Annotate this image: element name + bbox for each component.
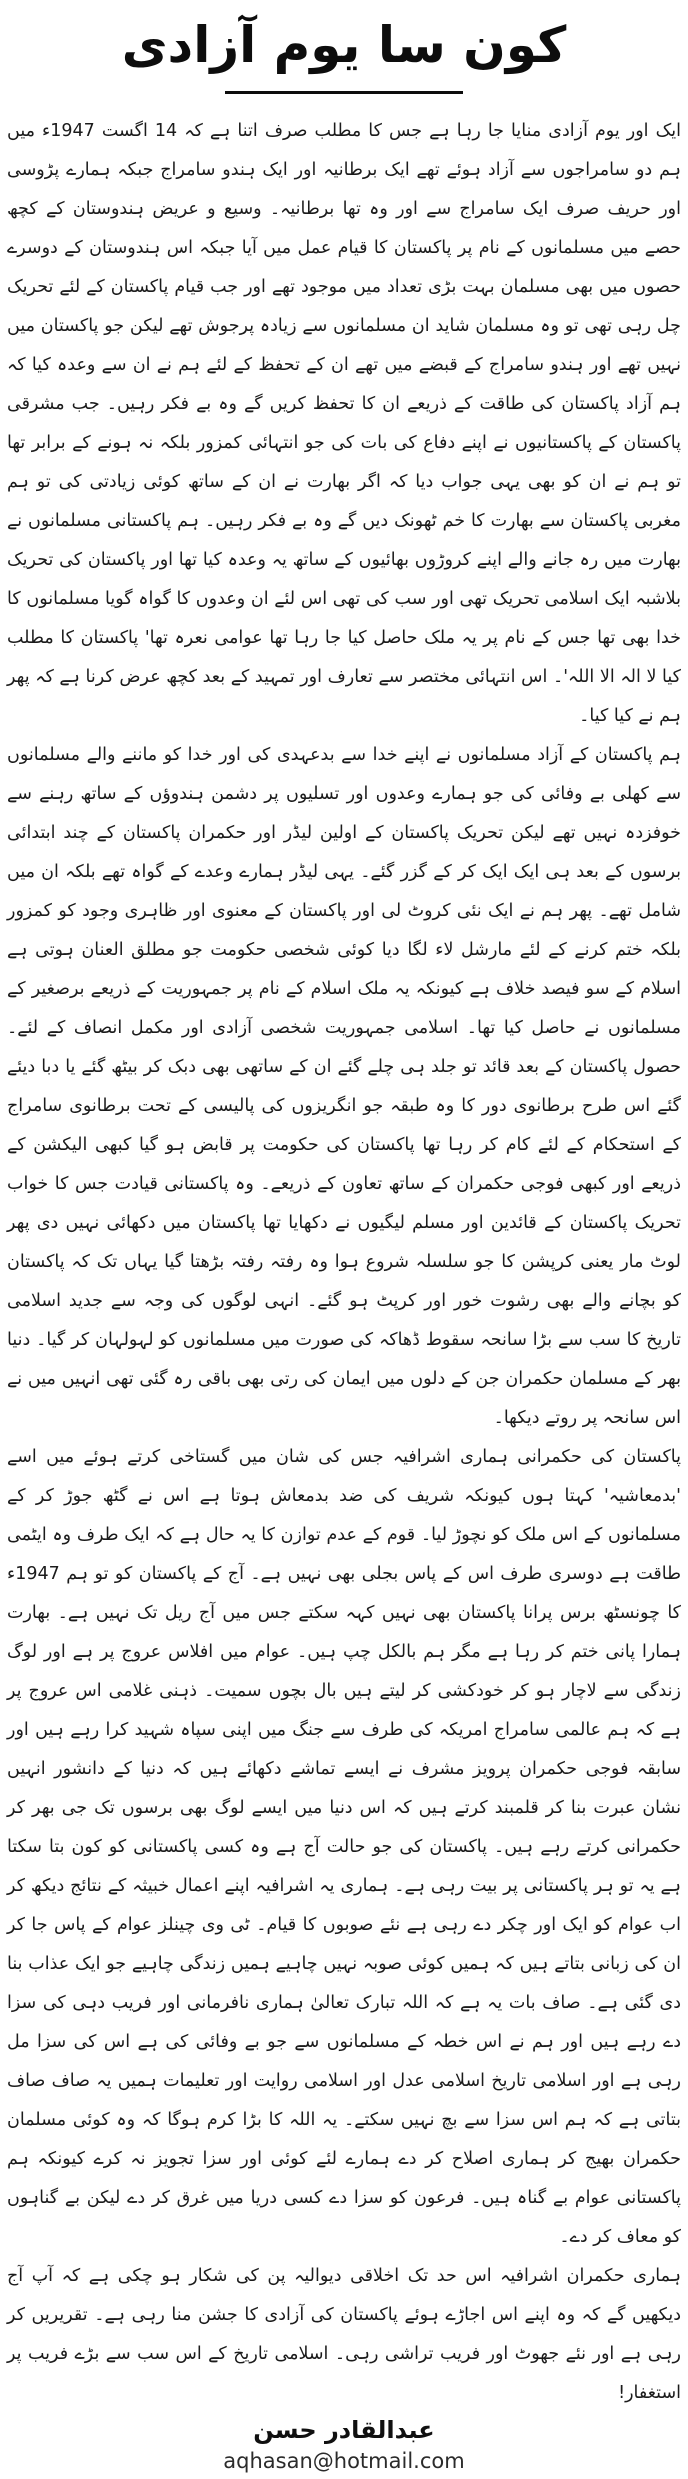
article-title: کون سا یوم آزادی	[121, 16, 567, 74]
title-divider	[225, 91, 463, 94]
article-header	[5, 6, 683, 94]
article-paragraph-4: ہماری حکمران اشرافیہ اس حد تک اخلاقی دیوالیہ پن کی شکار ہو چکی ہے کہ آپ آج دیکھیں گے کہ وہ اپنے اس اجاڑے ہوئے پاکستان کی آزادی کا جشن منا رہی ہے۔ تقریریں کر رہی ہے اور نئے جھوٹ اور فریب تراشی رہی۔ اسلامی تاریخ کے اس سب سے بڑے فریب پر استغفار!	[7, 2266, 681, 2403]
article-paragraph-1: ایک اور یوم آزادی منایا جا رہا ہے جس کا مطلب صرف اتنا ہے کہ 14 اگست 1947ء میں ہم دو سامراجوں سے آزاد ہوئے تھے ایک برطانیہ اور ایک ہندو سامراج جبکہ ہمارے پڑوسی اور حریف صرف ایک سامراج سے اور وہ تھا برطانیہ۔ وسیع و عریض ہندوستان کے کچھ حصے میں مسلمانوں کے نام پر پاکستان کا قیام عمل میں آیا جبکہ اس ہندوستان کے دوسرے حصوں میں بھی مسلمان بہت بڑی تعداد میں موجود تھے اور جب قیام پاکستان کے لئے تحریک چل رہی تھی تو وہ مسلمان شاید ان مسلمانوں سے زیادہ پرجوش تھے لیکن جو پاکستان میں نہیں تھے اور ہندو سامراج کے قبضے میں تھے ان کے تحفظ کے لئے ہم نے ان سے وعدہ کیا کہ ہم آزاد پاکستان کی طاقت کے ذریعے ان کا تحفظ کریں گے وہ بے فکر رہیں۔ جب مشرقی پاکستان کے پاکستانیوں نے اپنے دفاع کی بات کی جو انتہائی کمزور بلکہ نہ ہونے کے برابر تھا تو ہم نے ان کو بھی یہی جواب دیا کہ اگر بھارت نے ان کے ساتھ کوئی زیادتی کی تو ہم مغربی پاکستان سے بھارت کا خم ٹھونک دیں گے وہ بے فکر رہیں۔ ہم پاکستانی مسلمانوں نے بھارت میں رہ جانے والے اپنے کروڑوں بھائیوں کے ساتھ یہ وعدہ کیا تھا اور پاکستان کی تحریک بلاشبہ ایک اسلامی تحریک تھی اور سب کی تھی اس لئے ان وعدوں کا گواہ گویا مسلمانوں کا خدا بھی تھا جس کے نام پر یہ ملک حاصل کیا جا رہا تھا عوامی نعرہ تھا' پاکستان کا مطلب کیا لا الہ الا اللہ'۔ اس انتہائی مختصر سے تعارف اور تمہید کے بعد کچھ عرض کرنا ہے کہ پھر ہم نے کیا کیا۔	[7, 121, 681, 726]
article-body	[5, 104, 683, 2413]
author-email: aqhasan@hotmail.com	[223, 2449, 465, 2473]
article-paragraph-3: پاکستان کی حکمرانی ہماری اشرافیہ جس کی شان میں گستاخی کرتے ہوئے میں اسے 'بدمعاشیہ' کہتا ہوں کیونکہ شریف کی ضد بدمعاش ہوتا ہے اس نے گٹھ جوڑ کر کے مسلمانوں کے اس ملک کو نچوڑ لیا۔ قوم کے عدم توازن کا یہ حال ہے کہ ایک طرف وہ ایٹمی طاقت ہے دوسری طرف اس کے پاس بجلی بھی نہیں ہے۔ آج کے پاکستان کو تو ہم 1947ء کا چونسٹھ برس پرانا پاکستان بھی نہیں کہہ سکتے جس میں آج ریل تک نہیں ہے۔ بھارت ہمارا پانی ختم کر رہا ہے مگر ہم بالکل چپ ہیں۔ عوام میں افلاس عروج پر ہے اور لوگ زندگی سے لاچار ہو کر خودکشی کر لیتے ہیں بال بچوں سمیت۔ ذہنی غلامی اس عروج پر ہے کہ ہم عالمی سامراج امریکہ کی طرف سے جنگ میں اپنی سپاہ شہید کرا رہے ہیں اور سابقہ فوجی حکمران پرویز مشرف نے ایسے تماشے دکھائے ہیں کہ دنیا کے دانشور انہیں نشان عبرت بنا کر قلمبند کرتے ہیں کہ اس دنیا میں ایسے لوگ بھی برسوں تک جی بھر کر حکمرانی کرتے رہے ہیں۔ پاکستان کی جو حالت آج ہے وہ کسی پاکستانی کو کون بتا سکتا ہے یہ تو ہر پاکستانی پر بیت رہی ہے۔ ہماری یہ اشرافیہ اپنے اعمال خبیثہ کے نتائج دیکھ کر اب عوام کو ایک اور چکر دے رہی ہے نئے صوبوں کا قیام۔ ٹی وی چینلز عوام کے پاس جا کر ان کی زبانی بتاتے ہیں کہ ہمیں کوئی صوبہ نہیں چاہیے ہمیں زندگی چاہیے جو ایک عذاب بنا دی گئی ہے۔ صاف بات یہ ہے کہ اللہ تبارک تعالیٰ ہماری نافرمانی اور فریب دہی کی سزا دے رہے ہیں اور ہم نے اس خطہ کے مسلمانوں سے جو بے وفائی کی ہے اس کی سزا مل رہی ہے اور اسلامی تاریخ اسلامی عدل اور اسلامی روایت اور تعلیمات ہمیں یہ صاف صاف بتاتی ہے کہ ہم اس سزا سے بچ نہیں سکتے۔ یہ اللہ کا بڑا کرم ہوگا کہ وہ کوئی مسلمان حکمران بھیج کر ہماری اصلاح کر دے ہمارے لئے کوئی اور سزا تجویز نہ کرے کیونکہ ہم پاکستانی عوام بے گناہ ہیں۔ فرعون کو سزا دے کسی دریا میں غرق کر دے لیکن بے گناہوں کو معاف کر دے۔	[7, 1447, 681, 2247]
author-name: عبدالقادر حسن	[253, 2416, 435, 2444]
article-paragraph-2: ہم پاکستان کے آزاد مسلمانوں نے اپنے خدا سے بدعہدی کی اور خدا کو ماننے والے مسلمانوں سے کھلی بے وفائی کی جو ہمارے وعدوں اور تسلیوں پر دشمن ہندوؤں کے ساتھ رہنے سے خوفزدہ نہیں تھے لیکن تحریک پاکستان کے اولین لیڈر اور حکمران پاکستان کے چند ابتدائی برسوں کے بعد ہی ایک ایک کر کے گزر گئے۔ یہی لیڈر ہمارے وعدے کے گواہ تھے بلکہ ان میں شامل تھے۔ پھر ہم نے ایک نئی کروٹ لی اور پاکستان کے معنوی اور ظاہری وجود کو کمزور بلکہ ختم کرنے کے لئے مارشل لاء لگا دیا کوئی شخصی حکومت جو مطلق العنان ہوتی ہے اسلام کے سو فیصد خلاف ہے کیونکہ یہ ملک اسلام کے نام پر جمہوریت کے ذریعے برصغیر کے مسلمانوں نے حاصل کیا تھا۔ اسلامی جمہوریت شخصی آزادی اور مکمل انصاف کے لئے۔ حصول پاکستان کے بعد قائد تو جلد ہی چلے گئے ان کے ساتھی بھی دبک کر بیٹھ گئے یا دبا دیئے گئے اس طرح برطانوی دور کا وہ طبقہ جو انگریزوں کی پالیسی کے تحت برطانوی سامراج کے استحکام کے لئے کام کر رہا تھا پاکستان کی حکومت پر قابض ہو گیا کبھی الیکشن کے ذریعے اور کبھی فوجی حکمران کے ساتھ تعاون کے ذریعے۔ وہ پاکستانی قیادت جس کا خواب تحریک پاکستان کے قائدین اور مسلم لیگیوں نے دکھایا تھا پاکستان میں دکھائی نہیں دی پھر لوٹ مار یعنی کرپشن کا جو سلسلہ شروع ہوا وہ رفتہ رفتہ بڑھتا گیا یہاں تک کہ پاکستان کو بچانے والے بھی رشوت خور اور کرپٹ ہو گئے۔ انہی لوگوں کی وجہ سے جدید اسلامی تاریخ کا سب سے بڑا سانحہ سقوط ڈھاکہ کی صورت میں مسلمانوں کو لہولہان کر گیا۔ دنیا بھر کے مسلمان حکمران جن کے دلوں میں ایمان کی رتی بھی باقی رہ گئی تھی انہیں میں نے اس سانحہ پر روتے دیکھا۔	[7, 745, 681, 1428]
article-footer	[5, 2413, 683, 2479]
